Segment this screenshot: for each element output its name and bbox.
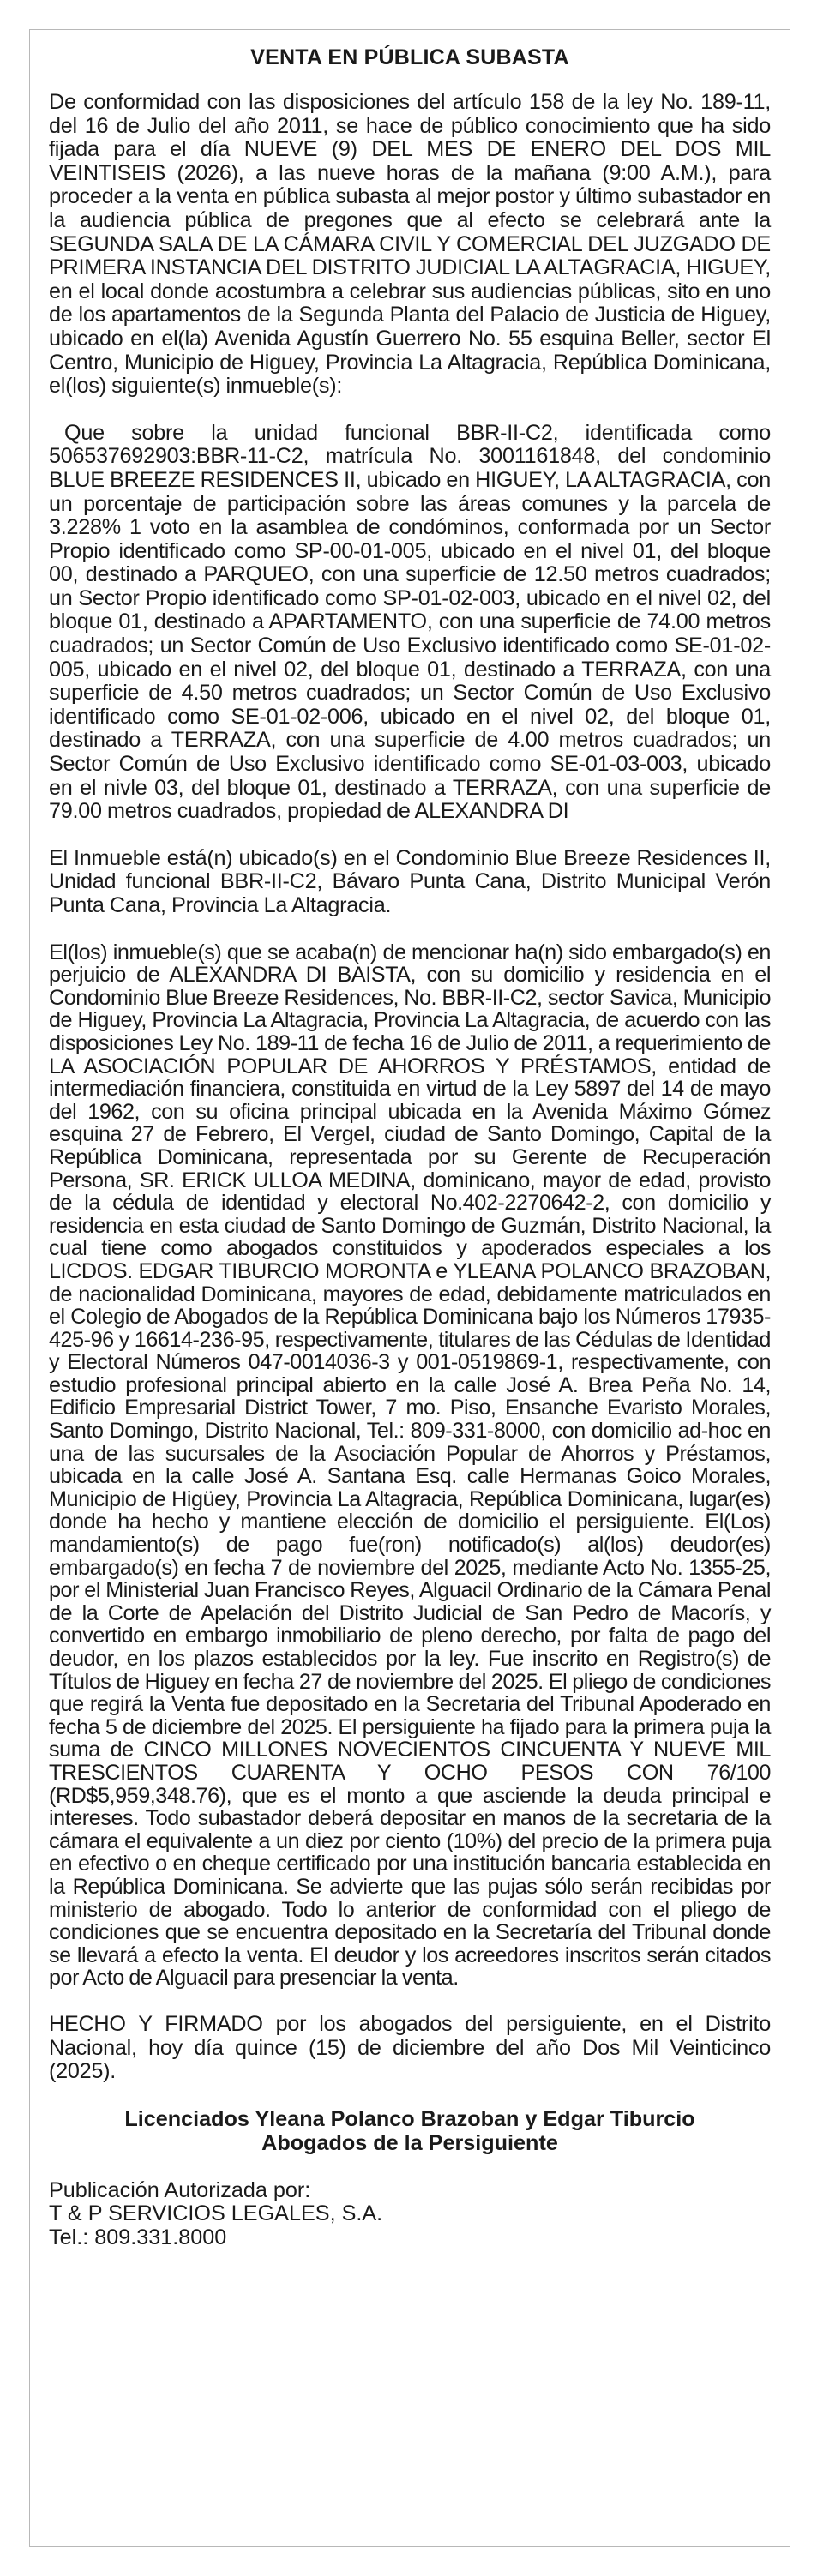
signature-role: Abogados de la Persiguiente [261, 2130, 558, 2155]
publisher-phone: Tel.: 809.331.8000 [49, 2225, 227, 2249]
paragraph-property-description: Que sobre la unidad funcional BBR-II-C2, identificada como 506537692903:BBR-11-C2, matrícula No. 3001161848, del condominio BLUE BREEZE RESIDENCES II, ubicado en HIGUEY, LA ALTAGRACIA, con un porcentaje de participación sobre las áreas comunes y la parcela de 3.228% 1 voto en la asamblea de condóminos, conformada por un Sector Propio identificado como SP-00-01-005, ubicado en el nivel 01, del bloque 00, destinado a PARQUEO, con una superficie de 12.50 metros cuadrados; un Sector Propio identificado como SP-01-02-003, ubicado en el nivel 02, del bloque 01, destinado a APARTAMENTO, con una superficie de 74.00 metros cuadrados; un Sector Común de Uso Exclusivo identificado como SE-01-02-005, ubicado en el nivel 02, del bloque 01, destinado a TERRAZA, con una superficie de 4.50 metros cuadrados; un Sector Común de Uso Exclusivo identificado como SE-01-02-006, ubicado en el nivel 02, del bloque 01, destinado a TERRAZA, con una superficie de 4.00 metros cuadrados; un Sector Común de Uso Exclusivo identificado como SE-01-03-003, ubicado en el nivle 03, del bloque 01, destinado a TERRAZA, con una superficie de 79.00 metros cuadrados, propiedad de ALEXANDRA DI [49, 420, 771, 824]
paragraph-signed: HECHO Y FIRMADO por los abogados del persiguiente, en el Distrito Nacional, hoy día quince (15) de diciembre del año Dos Mil Veinticinco (2025). [49, 2011, 771, 2084]
paragraph-auction-announcement: De conformidad con las disposiciones del artículo 158 de la ley No. 189-11, del 16 de Julio del año 2011, se hace de público conocimiento que ha sido fijada para el día NUEVE (9) DEL MES DE ENERO DEL DOS MIL VEINTISEIS (2026), a las nueve horas de la mañana (9:00 A.M.), para proceder a la venta en pública subasta al mejor postor y último subastador en la audiencia pública de pregones que al efecto se celebrará ante la SEGUNDA SALA DE LA CÁMARA CIVIL Y COMERCIAL DEL JUZGADO DE PRIMERA INSTANCIA DEL DISTRITO JUDICIAL LA ALTAGRACIA, HIGUEY, en el local donde acostumbra a celebrar sus audiencias públicas, sito en uno de los apartamentos de la Segunda Planta del Palacio de Justicia de Higuey, ubicado en el(la) Avenida Agustín Guerrero No. 55 esquina Beller, sector El Centro, Municipio de Higuey, Provincia La Altagracia, República Dominicana, el(los) siguiente(s) inmueble(s): [49, 90, 771, 399]
signature-block [49, 2107, 771, 2155]
legal-notice [29, 29, 790, 2547]
notice-title: VENTA EN PÚBLICA SUBASTA [250, 45, 569, 69]
publisher-company: T & P SERVICIOS LEGALES, S.A. [49, 2201, 383, 2226]
paragraph-property-location: El Inmueble está(n) ubicado(s) en el Condominio Blue Breeze Residences II, Unidad funcional BBR-II-C2, Bávaro Punta Cana, Distrito Municipal Verón Punta Cana, Provincia La Altagracia. [49, 845, 771, 917]
publisher-authorized: Publicación Autorizada por: [49, 2177, 311, 2202]
signature-names: Licenciados Yleana Polanco Brazoban y Edgar Tiburcio [124, 2106, 695, 2131]
publisher-block [49, 2179, 771, 2250]
paragraph-seizure-details: El(los) inmueble(s) que se acaba(n) de mencionar ha(n) sido embargado(s) en perjuicio de ALEXANDRA DI BAISTA, con su domicilio y residencia en el Condominio Blue Breeze Residences, No. BBR-II-C2, sector Savica, Municipio de Higuey, Provincia La Altagracia, Provincia La Altagracia, de acuerdo con las disposiciones Ley No. 189-11 de fecha 16 de Julio de 2011, a requerimiento de LA ASOCIACIÓN POPULAR DE AHORROS Y PRÉSTAMOS, entidad de intermediación financiera, constituida en virtud de la Ley 5897 del 14 de mayo del 1962, con su oficina principal ubicada en la Avenida Máximo Gómez esquina 27 de Febrero, El Vergel, ciudad de Santo Domingo, Capital de la República Dominicana, representada por su Gerente de Recuperación Persona, SR. ERICK ULLOA MEDINA, dominicano, mayor de edad, provisto de la cédula de identidad y electoral No.402-2270642-2, con domicilio y residencia en esta ciudad de Santo Domingo de Guzmán, Distrito Nacional, la cual tiene como abogados constituidos y apoderados especiales a los LICDOS. EDGAR TIBURCIO MORONTA e YLEANA POLANCO BRAZOBAN, de nacionalidad Dominicana, mayores de edad, debidamente matriculados en el Colegio de Abogados de la República Dominicana bajo los Números 17935-425-96 y 16614-236-95, respectivamente, titulares de las Cédulas de Identidad y Electoral Números 047-0014036-3 y 001-0519869-1, respectivamente, con estudio profesional principal abierto en la calle José A. Brea Peña No. 14, Edificio Empresarial District Tower, 7 mo. Piso, Ensanche Evaristo Morales, Santo Domingo, Distrito Nacional, Tel.: 809-331-8000, con domicilio ad-hoc en una de las sucursales de la Asociación Popular de Ahorros y Préstamos, ubicada en la calle José A. Santana Esq. calle Hermanas Goico Morales, Municipio de Higüey, Provincia La Altagracia, República Dominicana, lugar(es) donde ha hecho y mantiene elección de domicilio el persiguiente. El(Los) mandamiento(s) de pago fue(ron) notificado(s) al(los) deudor(es) embargado(s) en fecha 7 de noviembre del 2025, mediante Acto No. 1355-25, por el Ministerial Juan Francisco Reyes, Alguacil Ordinario de la Cámara Penal de la Corte de Apelación del Distrito Judicial de San Pedro de Macorís, y convertido en embargo inmobiliario de pleno derecho, por falta de pago del deudor, en los plazos establecidos por la ley. Fue inscrito en Registro(s) de Títulos de Higuey en fecha 27 de noviembre del 2025. El pliego de condiciones que regirá la Venta fue depositado en la Secretaria del Tribunal Apoderado en fecha 5 de diciembre del 2025. El persiguiente ha fijado para la primera puja la suma de CINCO MILLONES NOVECIENTOS CINCUENTA Y NUEVE MIL TRESCIENTOS CUARENTA Y OCHO PESOS CON 76/100 (RD$5,959,348.76), que es el monto a que asciende la deuda principal e intereses. Todo subastador deberá depositar en manos de la secretaria de la cámara el equivalente a un diez por ciento (10%) del precio de la primera puja en efectivo o en cheque certificado por una institución bancaria establecida en la República Dominicana. Se advierte que las pujas sólo serán recibidas por ministerio de abogado. Todo lo anterior de conformidad con el pliego de condiciones que se encuentra depositado en la Secretaría del Tribunal donde se llevará a efecto la venta. El deudor y los acreedores inscritos serán citados por Acto de Alguacil para presenciar la venta. [49, 940, 771, 1991]
